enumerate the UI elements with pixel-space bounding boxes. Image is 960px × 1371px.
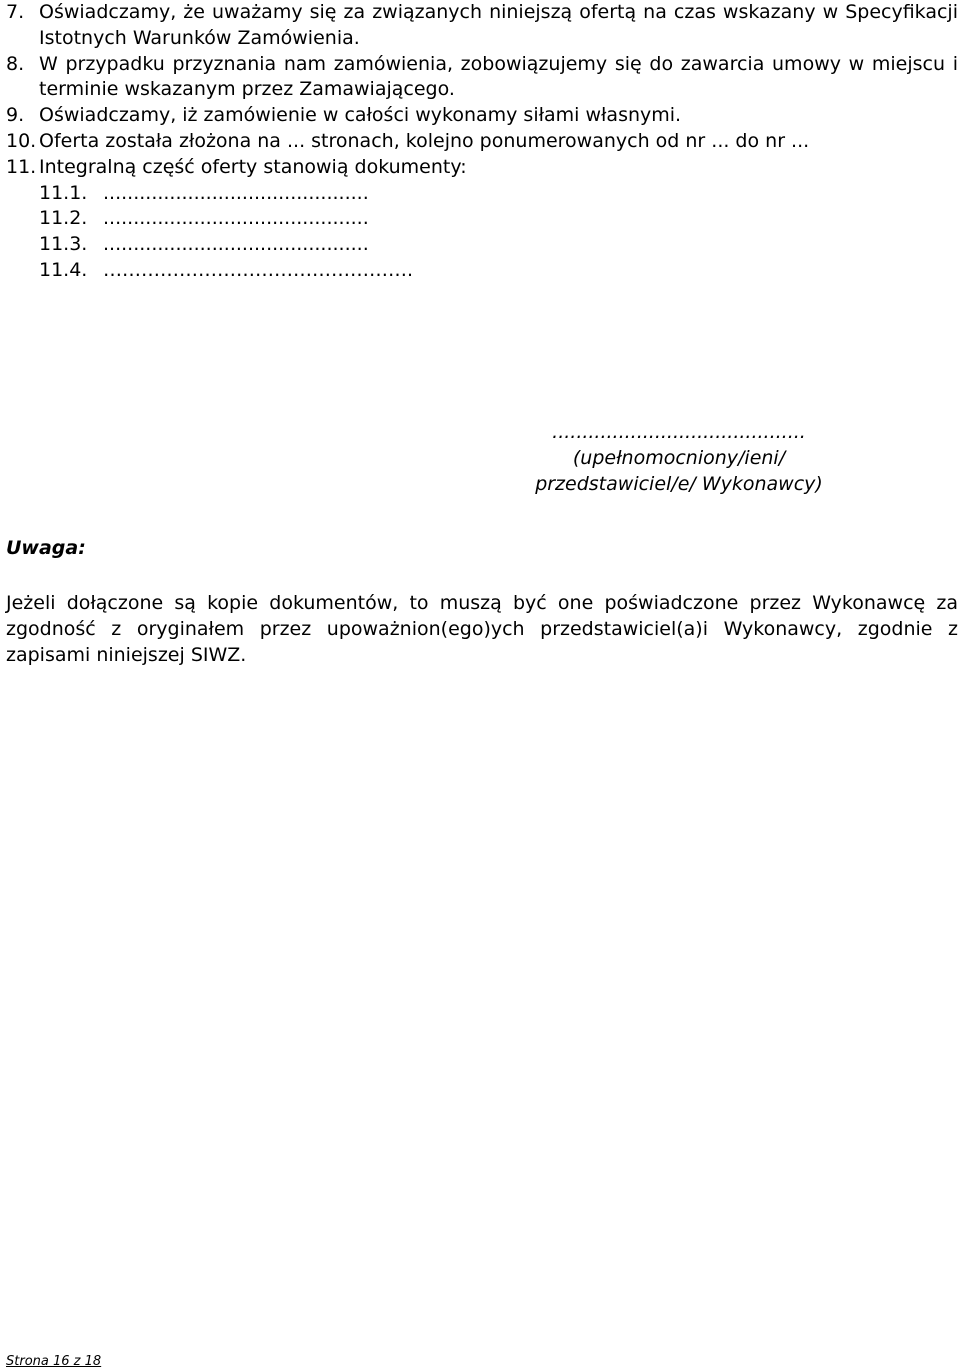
sub-item-placeholder: ............................................ <box>103 233 369 256</box>
list-item <box>6 103 958 129</box>
item-number: 11. <box>6 155 37 178</box>
declaration-list <box>6 0 958 284</box>
signature-line-2: przedstawiciel/e/ Wykonawcy) <box>535 472 823 495</box>
item-number: 8. <box>6 52 25 75</box>
sub-list-item <box>39 258 958 284</box>
sub-list-item <box>39 232 958 258</box>
signature-line-1: (upełnomocniony/ieni/ <box>572 446 786 469</box>
item-text: Oferta została złożona na ... stronach, kolejno ponumerowanych od nr ... do nr ... <box>39 129 810 152</box>
sub-item-number: 11.4. <box>39 258 88 281</box>
item-text: Oświadczamy, że uważamy się za związanych niniejszą ofertą na czas wskazany w Specyfikacji Istotnych Warunków Zamówienia. <box>39 1 958 49</box>
sub-item-number: 11.1. <box>39 181 88 204</box>
sub-list-item <box>39 181 958 207</box>
list-item <box>6 52 958 104</box>
sub-list-item <box>39 206 958 232</box>
signature-block <box>480 420 878 497</box>
list-item <box>6 0 958 52</box>
list-item <box>6 155 958 181</box>
item-number: 7. <box>6 1 25 23</box>
sub-item-placeholder: …………………………………………. <box>103 258 414 281</box>
note-title: Uwaga: <box>6 537 86 559</box>
item-text: Oświadczamy, iż zamówienie w całości wykonamy siłami własnymi. <box>39 104 682 127</box>
note-text: Jeżeli dołączone są kopie dokumentów, to muszą być one poświadczone przez Wykonawcę za zgodność z oryginałem przez upoważnion(ego)ych przedstawiciel(a)i Wykonawcy, zgodnie z zapisami niniejszej SIWZ. <box>6 592 958 666</box>
signature-dots: .......................................... <box>552 421 806 443</box>
sub-item-number: 11.2. <box>39 207 88 230</box>
page-number-footer: Strona 16 z 18 <box>6 1354 102 1369</box>
sub-item-placeholder: ............................................ <box>103 207 369 230</box>
item-text: Integralną część oferty stanowią dokumenty: <box>39 155 467 178</box>
item-number: 10. <box>6 129 37 152</box>
sub-item-number: 11.3. <box>39 233 88 256</box>
item-number: 9. <box>6 104 25 127</box>
sub-item-placeholder: ............................................ <box>103 181 369 204</box>
item-text: W przypadku przyznania nam zamówienia, zobowiązujemy się do zawarcia umowy w miejscu i terminie wskazanym przez Zamawiającego. <box>39 52 958 101</box>
list-item <box>6 129 958 155</box>
